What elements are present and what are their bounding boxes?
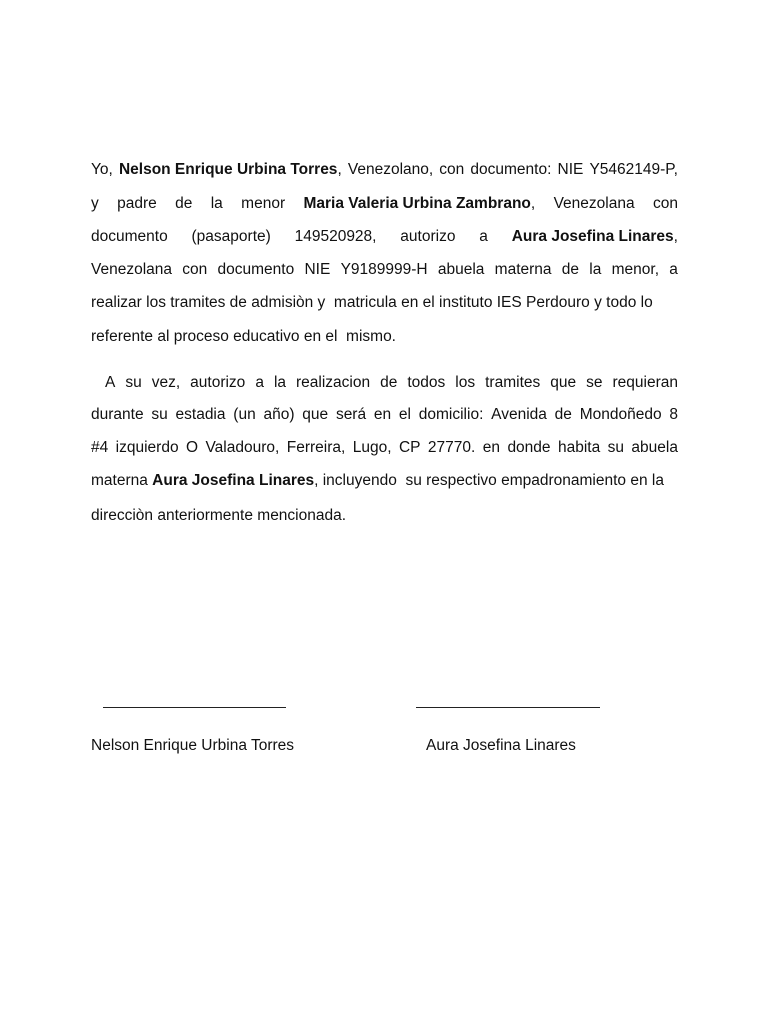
paragraph-1-line-6: referente al proceso educativo en el mismo.	[91, 328, 396, 345]
name-maria: Maria Valeria Urbina Zambrano	[303, 195, 531, 212]
name-aura-2: Aura Josefina Linares	[152, 472, 315, 489]
signature-line-left	[103, 707, 286, 708]
postal-code: 27770.	[427, 439, 476, 456]
paragraph-1-line-3: documento (pasaporte) 149520928, autorizo a Aura Josefina Linares,	[91, 228, 678, 245]
paragraph-1-line-1: Yo, Nelson Enrique Urbina Torres, Venezolano, con documento: NIE Y5462149-P,	[91, 161, 678, 178]
signature-name-right: Aura Josefina Linares	[426, 737, 576, 754]
signature-line-right	[416, 707, 600, 708]
paragraph-1-line-5: realizar los tramites de admisiòn y matricula en el instituto IES Perdouro y todo lo	[91, 294, 653, 311]
name-aura: Aura Josefina Linares	[511, 228, 674, 245]
paragraph-1-line-2: y padre de la menor Maria Valeria Urbina Zambrano, Venezolana con	[91, 195, 678, 212]
text-yo: Yo,	[91, 161, 113, 178]
paragraph-2-line-5: direcciòn anteriormente mencionada.	[91, 507, 347, 524]
paragraph-1-line-4: Venezolana con documento NIE Y9189999-H abuela materna de la menor, a	[91, 261, 678, 278]
paragraph-2-line-3: #4 izquierdo O Valadouro, Ferreira, Lugo, CP 27770. en donde habita su abuela	[91, 439, 678, 456]
paragraph-2-line-1: A su vez, autorizo a la realizacion de todos los tramites que se requieran	[105, 374, 678, 391]
nie-father: Y5462149-P,	[589, 161, 678, 178]
nie-grandmother: Y9189999-H	[340, 261, 428, 278]
name-nelson: Nelson Enrique Urbina Torres	[118, 161, 338, 178]
paragraph-2-line-4: materna Aura Josefina Linares, incluyendo su respectivo empadronamiento en la	[91, 472, 664, 489]
signature-name-left: Nelson Enrique Urbina Torres	[91, 737, 295, 754]
paragraph-2-line-2: durante su estadia (un año) que será en el domicilio: Avenida de Mondoñedo 8	[91, 406, 678, 423]
passport-number: 149520928,	[294, 228, 377, 245]
